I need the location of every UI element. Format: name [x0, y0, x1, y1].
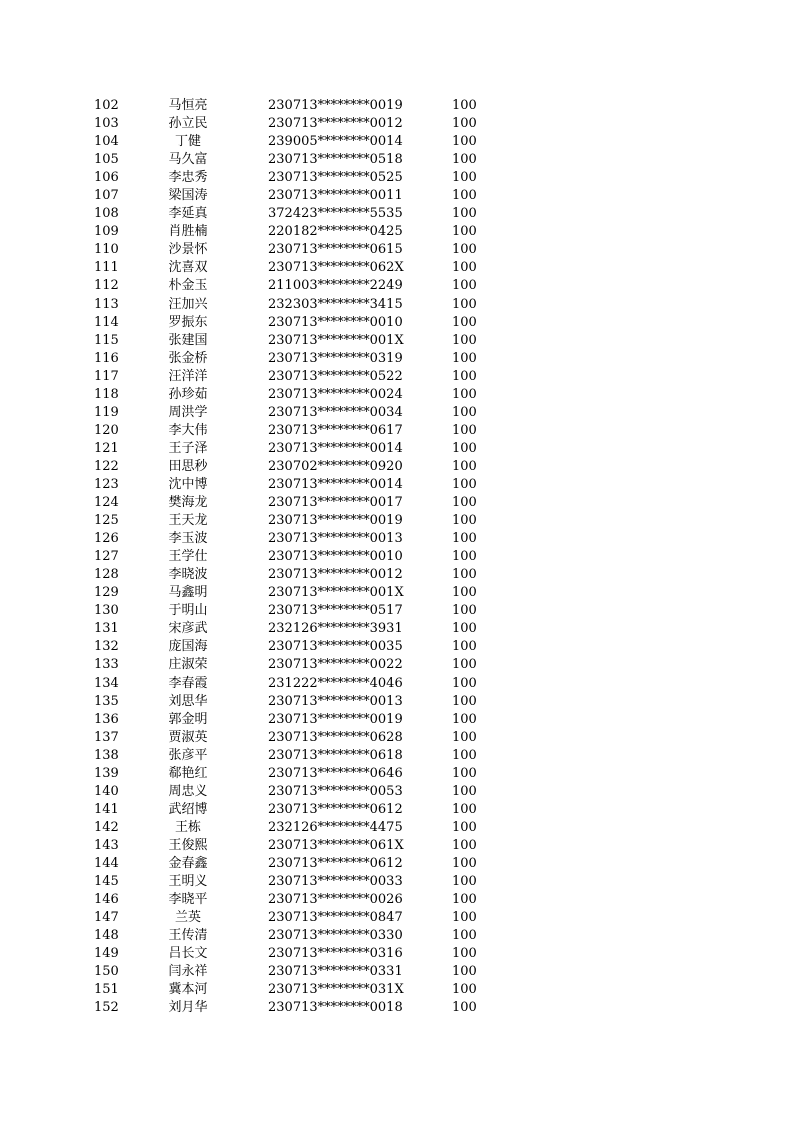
- amount-cell: 100: [452, 855, 477, 871]
- table-row: [0, 711, 793, 729]
- table-row: [0, 404, 793, 422]
- amount-cell: 100: [452, 296, 477, 312]
- amount-cell: 100: [452, 657, 477, 673]
- table-row: [0, 368, 793, 386]
- row-number-cell: 112: [94, 278, 119, 294]
- amount-cell: 100: [452, 513, 477, 529]
- person-name-cell: 沙景怀: [168, 242, 208, 258]
- person-name-cell: 樊海龙: [168, 495, 208, 511]
- table-row: [0, 693, 793, 711]
- person-name-cell: 金春鑫: [168, 855, 208, 871]
- amount-cell: 100: [452, 549, 477, 565]
- id-number-cell: 230713********0522: [268, 368, 403, 384]
- amount-cell: 100: [452, 892, 477, 908]
- row-number-cell: 143: [94, 837, 119, 853]
- table-row: [0, 332, 793, 350]
- id-number-cell: 230713********062X: [268, 260, 404, 276]
- table-row: [0, 909, 793, 927]
- table-row: [0, 656, 793, 674]
- person-name-cell: 周洪学: [168, 404, 208, 420]
- amount-cell: 100: [452, 585, 477, 601]
- table-row: [0, 133, 793, 151]
- table-row: [0, 422, 793, 440]
- row-number-cell: 140: [94, 783, 119, 799]
- id-number-cell: 230713********0617: [268, 422, 403, 438]
- amount-cell: 100: [452, 404, 477, 420]
- amount-cell: 100: [452, 928, 477, 944]
- id-number-cell: 230713********0012: [268, 567, 403, 583]
- person-name-cell: 王俊熙: [168, 837, 208, 853]
- table-row: [0, 512, 793, 530]
- table-row: [0, 999, 793, 1017]
- person-name-cell: 武绍博: [168, 801, 208, 817]
- amount-cell: 100: [452, 1000, 477, 1016]
- person-name-cell: 马久富: [168, 152, 208, 168]
- person-name-cell: 罗振东: [168, 314, 208, 330]
- table-row: [0, 837, 793, 855]
- amount-cell: 100: [452, 116, 477, 132]
- table-row: [0, 783, 793, 801]
- person-name-cell: 李玉波: [168, 531, 208, 547]
- row-number-cell: 127: [94, 549, 119, 565]
- amount-cell: 100: [452, 368, 477, 384]
- id-number-cell: 230713********0646: [268, 765, 403, 781]
- person-name-cell: 李晓波: [168, 567, 208, 583]
- person-name-cell: 汪洋洋: [168, 368, 208, 384]
- row-number-cell: 145: [94, 874, 119, 890]
- amount-cell: 100: [452, 946, 477, 962]
- row-number-cell: 113: [94, 296, 119, 312]
- id-number-cell: 231222********4046: [268, 675, 403, 691]
- person-name-cell: 丁健: [174, 134, 201, 150]
- row-number-cell: 129: [94, 585, 119, 601]
- person-name-cell: 张建国: [168, 332, 208, 348]
- amount-cell: 100: [452, 224, 477, 240]
- row-number-cell: 108: [94, 206, 119, 222]
- table-row: [0, 855, 793, 873]
- id-number-cell: 230713********0024: [268, 386, 403, 402]
- amount-cell: 100: [452, 188, 477, 204]
- row-number-cell: 125: [94, 513, 119, 529]
- amount-cell: 100: [452, 801, 477, 817]
- amount-cell: 100: [452, 170, 477, 186]
- amount-cell: 100: [452, 98, 477, 113]
- person-name-cell: 沈中博: [168, 476, 208, 492]
- id-number-cell: 230713********0019: [268, 513, 403, 529]
- id-number-cell: 372423********5535: [268, 206, 403, 222]
- row-number-cell: 144: [94, 855, 119, 871]
- id-number-cell: 230713********0013: [268, 693, 403, 709]
- row-number-cell: 152: [94, 1000, 119, 1016]
- table-row: [0, 494, 793, 512]
- id-number-cell: 230713********0847: [268, 910, 403, 926]
- table-row: [0, 747, 793, 765]
- table-row: [0, 115, 793, 133]
- row-number-cell: 117: [94, 368, 119, 384]
- row-number-cell: 134: [94, 675, 119, 691]
- person-name-cell: 郭金明: [168, 711, 208, 727]
- id-number-cell: 230713********001X: [268, 332, 404, 348]
- person-name-cell: 宋彦武: [168, 621, 208, 637]
- table-row: [0, 440, 793, 458]
- amount-cell: 100: [452, 747, 477, 763]
- table-row: [0, 277, 793, 295]
- person-name-cell: 兰英: [174, 910, 201, 926]
- person-name-cell: 沈喜双: [168, 260, 208, 276]
- amount-cell: 100: [452, 242, 477, 258]
- id-number-cell: 232126********4475: [268, 819, 403, 835]
- id-number-cell: 230713********0012: [268, 116, 403, 132]
- id-number-cell: 230713********0628: [268, 729, 403, 745]
- person-name-cell: 马恒亮: [168, 98, 208, 113]
- table-row: [0, 584, 793, 602]
- id-number-cell: 230713********001X: [268, 585, 404, 601]
- row-number-cell: 123: [94, 476, 119, 492]
- person-name-cell: 李忠秀: [168, 170, 208, 186]
- amount-cell: 100: [452, 134, 477, 150]
- id-number-cell: 230713********0019: [268, 98, 403, 113]
- amount-cell: 100: [452, 458, 477, 474]
- id-number-cell: 211003********2249: [268, 278, 403, 294]
- row-number-cell: 126: [94, 531, 119, 547]
- amount-cell: 100: [452, 476, 477, 492]
- table-row: [0, 945, 793, 963]
- row-number-cell: 103: [94, 116, 119, 132]
- id-number-cell: 230713********0011: [268, 188, 403, 204]
- table-row: [0, 675, 793, 693]
- table-row: [0, 223, 793, 241]
- table-row: [0, 765, 793, 783]
- table-row: [0, 169, 793, 187]
- person-name-cell: 李延真: [168, 206, 208, 222]
- table-row: [0, 927, 793, 945]
- person-name-cell: 朴金玉: [168, 278, 208, 294]
- row-number-cell: 118: [94, 386, 119, 402]
- person-name-cell: 于明山: [168, 603, 208, 619]
- table-row: [0, 638, 793, 656]
- row-number-cell: 131: [94, 621, 119, 637]
- id-number-cell: 230713********0019: [268, 711, 403, 727]
- person-name-cell: 王明义: [168, 874, 208, 890]
- id-number-cell: 230713********0018: [268, 1000, 403, 1016]
- row-number-cell: 114: [94, 314, 119, 330]
- amount-cell: 100: [452, 874, 477, 890]
- row-number-cell: 119: [94, 404, 119, 420]
- amount-cell: 100: [452, 440, 477, 456]
- row-number-cell: 142: [94, 819, 119, 835]
- row-number-cell: 109: [94, 224, 119, 240]
- table-row: [0, 819, 793, 837]
- amount-cell: 100: [452, 621, 477, 637]
- table-row: [0, 97, 793, 115]
- amount-cell: 100: [452, 314, 477, 330]
- row-number-cell: 141: [94, 801, 119, 817]
- row-number-cell: 110: [94, 242, 119, 258]
- row-number-cell: 111: [94, 260, 119, 276]
- row-number-cell: 128: [94, 567, 119, 583]
- row-number-cell: 150: [94, 964, 119, 980]
- id-number-cell: 232126********3931: [268, 621, 403, 637]
- person-name-cell: 庞国海: [168, 639, 208, 655]
- table-row: [0, 963, 793, 981]
- id-number-cell: 230713********0612: [268, 801, 403, 817]
- row-number-cell: 139: [94, 765, 119, 781]
- amount-cell: 100: [452, 567, 477, 583]
- amount-cell: 100: [452, 819, 477, 835]
- table-row: [0, 729, 793, 747]
- table-row: [0, 620, 793, 638]
- person-name-cell: 孙珍茹: [168, 386, 208, 402]
- row-number-cell: 151: [94, 982, 119, 998]
- id-number-cell: 230713********0612: [268, 855, 403, 871]
- id-number-cell: 230713********0525: [268, 170, 403, 186]
- person-name-cell: 田思秒: [168, 458, 208, 474]
- id-number-cell: 230713********0517: [268, 603, 403, 619]
- table-row: [0, 981, 793, 999]
- person-name-cell: 李晓平: [168, 892, 208, 908]
- amount-cell: 100: [452, 837, 477, 853]
- id-number-cell: 230713********0010: [268, 549, 403, 565]
- id-number-cell: 230713********0331: [268, 964, 403, 980]
- person-name-cell: 王子泽: [168, 440, 208, 456]
- table-row: [0, 259, 793, 277]
- amount-cell: 100: [452, 964, 477, 980]
- row-number-cell: 107: [94, 188, 119, 204]
- amount-cell: 100: [452, 639, 477, 655]
- row-number-cell: 106: [94, 170, 119, 186]
- row-number-cell: 132: [94, 639, 119, 655]
- row-number-cell: 133: [94, 657, 119, 673]
- person-name-cell: 王学仕: [168, 549, 208, 565]
- table-row: [0, 314, 793, 332]
- id-number-cell: 230713********0014: [268, 440, 403, 456]
- person-name-cell: 周忠义: [168, 783, 208, 799]
- id-number-cell: 230713********0013: [268, 531, 403, 547]
- person-name-cell: 刘月华: [168, 1000, 208, 1016]
- person-name-cell: 肖胜楠: [168, 224, 208, 240]
- row-number-cell: 138: [94, 747, 119, 763]
- table-row: [0, 801, 793, 819]
- id-number-cell: 230713********0033: [268, 874, 403, 890]
- person-name-cell: 冀本河: [168, 982, 208, 998]
- row-number-cell: 104: [94, 134, 119, 150]
- person-name-cell: 刘思华: [168, 693, 208, 709]
- id-number-cell: 230713********0053: [268, 783, 403, 799]
- table-row: [0, 296, 793, 314]
- id-number-cell: 230713********0615: [268, 242, 403, 258]
- table-row: [0, 386, 793, 404]
- row-number-cell: 105: [94, 152, 119, 168]
- amount-cell: 100: [452, 693, 477, 709]
- amount-cell: 100: [452, 332, 477, 348]
- amount-cell: 100: [452, 603, 477, 619]
- id-number-cell: 230702********0920: [268, 458, 403, 474]
- row-number-cell: 137: [94, 729, 119, 745]
- row-number-cell: 147: [94, 910, 119, 926]
- person-name-cell: 吕长文: [168, 946, 208, 962]
- id-number-cell: 230713********0022: [268, 657, 403, 673]
- id-number-cell: 230713********0330: [268, 928, 403, 944]
- id-number-cell: 230713********0518: [268, 152, 403, 168]
- amount-cell: 100: [452, 729, 477, 745]
- row-number-cell: 148: [94, 928, 119, 944]
- row-number-cell: 120: [94, 422, 119, 438]
- person-name-cell: 闫永祥: [168, 964, 208, 980]
- table-row: [0, 241, 793, 259]
- amount-cell: 100: [452, 260, 477, 276]
- amount-cell: 100: [452, 350, 477, 366]
- amount-cell: 100: [452, 152, 477, 168]
- row-number-cell: 146: [94, 892, 119, 908]
- amount-cell: 100: [452, 531, 477, 547]
- person-name-cell: 庄淑荣: [168, 657, 208, 673]
- row-number-cell: 149: [94, 946, 119, 962]
- id-number-cell: 230713********0026: [268, 892, 403, 908]
- table-row: [0, 187, 793, 205]
- amount-cell: 100: [452, 386, 477, 402]
- amount-cell: 100: [452, 675, 477, 691]
- row-number-cell: 135: [94, 693, 119, 709]
- table-row: [0, 548, 793, 566]
- table-row: [0, 476, 793, 494]
- row-number-cell: 124: [94, 495, 119, 511]
- id-number-cell: 239005********0014: [268, 134, 403, 150]
- amount-cell: 100: [452, 495, 477, 511]
- person-name-cell: 梁国涛: [168, 188, 208, 204]
- roster-sheet: [0, 97, 793, 1017]
- table-row: [0, 566, 793, 584]
- person-name-cell: 李春霞: [168, 675, 208, 691]
- table-row: [0, 205, 793, 223]
- id-number-cell: 230713********0010: [268, 314, 403, 330]
- id-number-cell: 230713********0319: [268, 350, 403, 366]
- table-row: [0, 602, 793, 620]
- person-name-cell: 李大伟: [168, 422, 208, 438]
- id-number-cell: 230713********0035: [268, 639, 403, 655]
- table-row: [0, 458, 793, 476]
- amount-cell: 100: [452, 278, 477, 294]
- row-number-cell: 121: [94, 440, 119, 456]
- id-number-cell: 230713********0014: [268, 476, 403, 492]
- table-row: [0, 873, 793, 891]
- person-name-cell: 贾淑英: [168, 729, 208, 745]
- id-number-cell: 230713********031X: [268, 982, 404, 998]
- person-name-cell: 王栋: [174, 819, 201, 835]
- amount-cell: 100: [452, 711, 477, 727]
- row-number-cell: 130: [94, 603, 119, 619]
- person-name-cell: 张彦平: [168, 747, 208, 763]
- person-name-cell: 马鑫明: [168, 585, 208, 601]
- row-number-cell: 102: [94, 98, 119, 113]
- id-number-cell: 230713********0618: [268, 747, 403, 763]
- row-number-cell: 115: [94, 332, 119, 348]
- amount-cell: 100: [452, 422, 477, 438]
- person-name-cell: 王天龙: [168, 513, 208, 529]
- table-row: [0, 151, 793, 169]
- person-name-cell: 孙立民: [168, 116, 208, 132]
- person-name-cell: 张金桥: [168, 350, 208, 366]
- person-name-cell: 郗艳红: [168, 765, 208, 781]
- table-row: [0, 891, 793, 909]
- person-name-cell: 王传清: [168, 928, 208, 944]
- person-name-cell: 汪加兴: [168, 296, 208, 312]
- id-number-cell: 230713********0316: [268, 946, 403, 962]
- row-number-cell: 136: [94, 711, 119, 727]
- amount-cell: 100: [452, 765, 477, 781]
- row-number-cell: 116: [94, 350, 119, 366]
- id-number-cell: 220182********0425: [268, 224, 403, 240]
- row-number-cell: 122: [94, 458, 119, 474]
- id-number-cell: 230713********0017: [268, 495, 403, 511]
- amount-cell: 100: [452, 910, 477, 926]
- amount-cell: 100: [452, 783, 477, 799]
- id-number-cell: 230713********061X: [268, 837, 404, 853]
- amount-cell: 100: [452, 206, 477, 222]
- table-row: [0, 530, 793, 548]
- table-row: [0, 350, 793, 368]
- id-number-cell: 230713********0034: [268, 404, 403, 420]
- id-number-cell: 232303********3415: [268, 296, 403, 312]
- amount-cell: 100: [452, 982, 477, 998]
